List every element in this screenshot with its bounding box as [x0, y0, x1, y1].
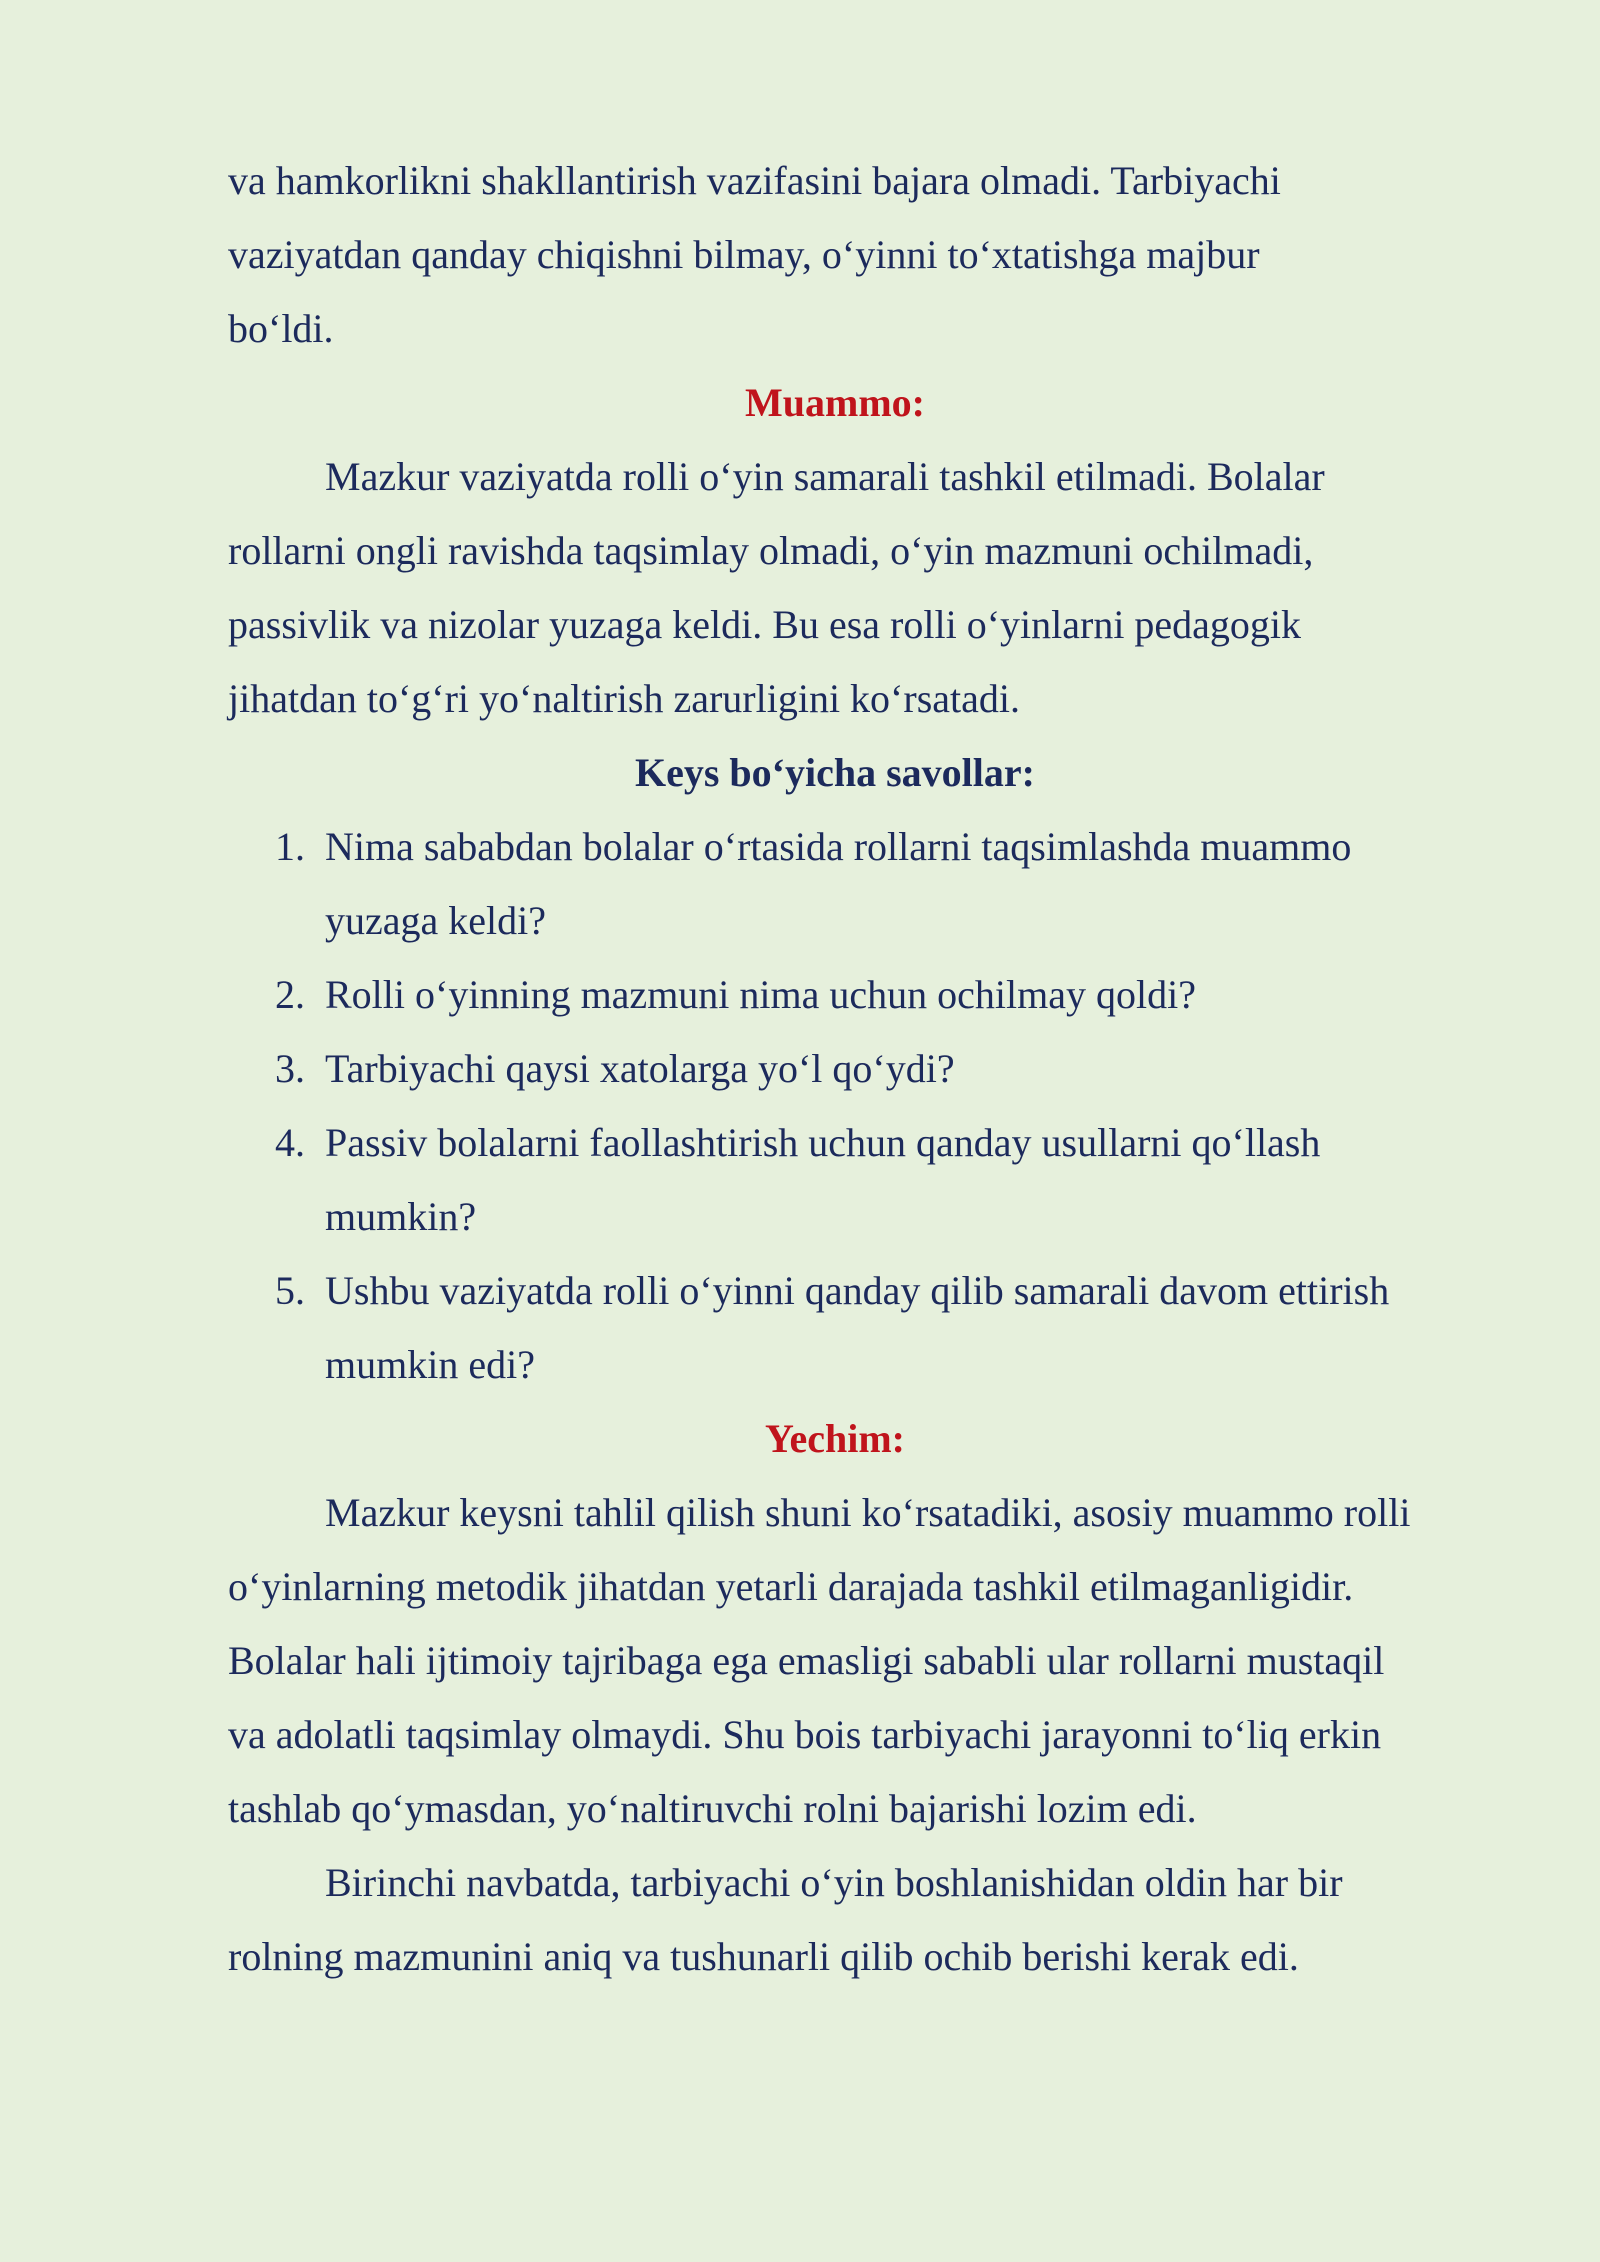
solution-heading: Yechim: — [765, 1416, 905, 1461]
questions-heading: Keys bo‘yicha savollar: — [635, 750, 1035, 795]
intro-line: bo‘ldi. — [228, 306, 334, 351]
questions-list — [228, 810, 1428, 1402]
problem-paragraph: Mazkur vaziyatda rolli o‘yin samarali tashkil etilmadi. Bolalar rollarni ongli ravishda taqsimlay olmadi, o‘yin mazmuni ochilmadi, passivlik va nizolar yuzaga keldi. Bu esa rolli o‘yinlarni pedagogik jihatdan to‘g‘ri yo‘naltirish zarurligini ko‘rsatadi. — [228, 454, 1325, 721]
list-item-text: Passiv bolalarni faollashtirish uchun qanday usullarni qo‘llash mumkin? — [325, 1120, 1321, 1239]
solution-paragraph: Mazkur keysni tahlil qilish shuni ko‘rsatadiki, asosiy muammo rolli o‘yinlarning metodik jihatdan yetarli darajada tashkil etilmaganligidir. Bolalar hali ijtimoiy tajribaga ega emasligi sababli ular rollarni mustaqil va adolatli taqsimlay olmaydi. Shu bois tarbiyachi jarayonni to‘liq erkin tashlab qo‘ymasdan, yo‘naltiruvchi rolni bajarishi lozim edi. — [228, 1490, 1411, 1831]
list-item — [228, 810, 1428, 958]
list-item — [228, 958, 1428, 1032]
intro-line: vaziyatdan qanday chiqishni bilmay, o‘yinni to‘xtatishga majbur — [228, 232, 1260, 277]
list-item-number: 5. — [275, 1268, 305, 1313]
list-item-text: Nima sababdan bolalar o‘rtasida rollarni taqsimlashda muammo yuzaga keldi? — [325, 824, 1352, 943]
list-item-number: 3. — [275, 1046, 305, 1091]
document-page — [228, 144, 1428, 1994]
list-item-number: 4. — [275, 1120, 305, 1165]
problem-heading: Muammo: — [745, 380, 925, 425]
list-item-number: 2. — [275, 972, 305, 1017]
list-item-number: 1. — [275, 824, 305, 869]
list-item-text: Rolli o‘yinning mazmuni nima uchun ochilmay qoldi? — [325, 972, 1196, 1017]
list-item-text: Tarbiyachi qaysi xatolarga yo‘l qo‘ydi? — [325, 1046, 955, 1091]
list-item — [228, 1032, 1428, 1106]
list-item — [228, 1106, 1428, 1254]
list-item-text: Ushbu vaziyatda rolli o‘yinni qanday qilib samarali davom ettirish mumkin edi? — [325, 1268, 1390, 1387]
list-item — [228, 1254, 1428, 1402]
intro-line: va hamkorlikni shakllantirish vazifasini bajara olmadi. Tarbiyachi — [228, 158, 1281, 203]
solution-paragraph: Birinchi navbatda, tarbiyachi o‘yin boshlanishidan oldin har bir rolning mazmunini aniq va tushunarli qilib ochib berishi kerak edi. — [228, 1860, 1343, 1979]
